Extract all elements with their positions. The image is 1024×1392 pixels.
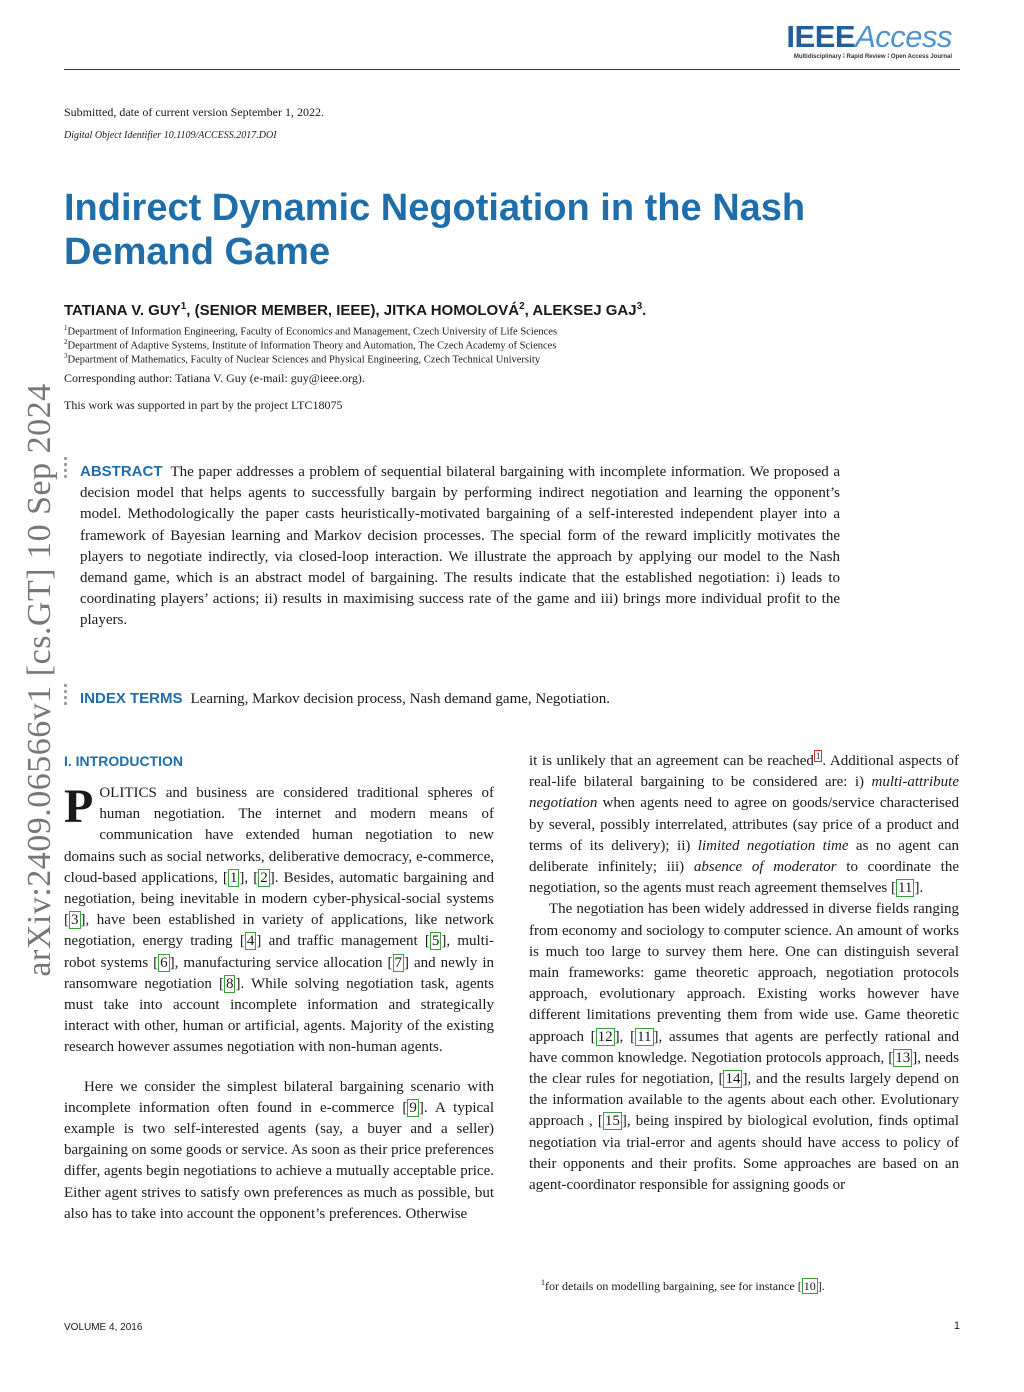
- intro-paragraph: The negotiation has been widely addressed in diverse fields ranging from economy and sociology to computer science. An amount of works is much too large to survey them here. One can distinguish several main frameworks: game theoretic approach, negotiation protocols approach, evolutionary approach. Existing works however have different limitations preventing them from wide use. Game theoretic approach [ 12 ], [ 11 ], assumes that agents are perfectly rational and have common knowledge. Negotiation protocols approach, [ 13 ], needs the clear rules for negotiation, [ 14 ], and the results largely depend on the information available to the agents about each other. Evolutionary approach , [ 15 ], being inspired by biological evolution, finds optimal negotiation via trial-error and agents should have access to policy of their opponents and their profits. Some approaches are based on an agent-coordinator responsible for assigning goods or: [529, 901, 960, 1194]
- affiliation-text: Department of Adaptive Systems, Institute of Information Theory and Automation, The Czech Academy of Sciences: [67, 340, 557, 352]
- abstract-text: The paper addresses a problem of sequential bilateral bargaining with incomplete information. We proposed a decision model that helps agents to successfully bargain by performing indirect negotiation and learning the opponent’s model. Methodologically the paper casts heuristically-motivated bargaining of a self-interested independent player into a framework of Bayesian learning and Markov decision processes. The special form of the reward implicitly motivates the players to negotiate indirectly, via closed-loop interaction. We illustrate the approach by applying our model to the Nash demand game, which is an abstract model of bargaining. The results indicate that the established negotiation: i) leads to coordinating players’ actions; ii) results in maximising success rate of the game and iii) brings more individual profit to the players.: [80, 464, 840, 629]
- volume-footer: VOLUME 4, 2016: [64, 1322, 143, 1333]
- citation-link[interactable]: 12: [597, 1028, 613, 1045]
- index-terms-text: Learning, Markov decision process, Nash demand game, Negotiation.: [190, 691, 610, 707]
- drop-cap: P: [64, 780, 94, 833]
- intro-paragraph: it is unlikely that an agreement can be reached $^1$ . Additional aspects of real-life bilateral bargaining to be considered are: i) multi-attribute negotiation when agents need to agree on goods/service characterised by several, possibly interrelated, attributes (say price of a product and terms of its delivery); ii) limited negotiation time as no agent can deliberate infinitely; iii) absence of moderator to coordinate the negotiation, so the agents must reach agreement themselves [ 11 ].: [529, 751, 960, 897]
- citation-link[interactable]: 4: [246, 933, 255, 950]
- affiliation: [64, 349, 540, 368]
- arxiv-stamp: [14, 360, 66, 1000]
- citation-link[interactable]: 5: [431, 933, 440, 950]
- logo-ieee-text: IEEE: [786, 19, 856, 54]
- author-name: ALEKSEJ GAJ: [532, 302, 637, 319]
- author-name: TATIANA V. GUY: [64, 302, 181, 319]
- abstract: [80, 461, 840, 632]
- footnote-link[interactable]: 1: [815, 751, 821, 761]
- author-affil-mark: 3: [636, 301, 643, 312]
- citation-link[interactable]: 8: [225, 975, 234, 992]
- header-rule: [64, 69, 960, 70]
- section-heading: I. INTRODUCTION: [64, 753, 183, 769]
- author-end: .: [642, 302, 647, 319]
- abstract-heading: ABSTRACT: [80, 463, 163, 480]
- author-list: [64, 301, 646, 319]
- citation-link[interactable]: 15: [604, 1113, 620, 1130]
- affiliation-number: 2: [64, 338, 68, 346]
- intro-paragraph: POLITICS and business are considered traditional spheres of human negotiation. The internet and modern means of communication have extended human negotiation to new domains such as social networks, deliberative democracy, e-commerce, cloud-based applications, [ 1 ], [ 2 ]. Besides, automatic bargaining and negotiation, being inevitable in modern cyber-physical-social systems [ 3 ], have been established in variety of applications, like network negotiation, energy trading [ 4 ] and traffic management [ 5 ], multi-robot systems [ 6 ], manufacturing service allocation [ 7 ] and newly in ransomware negotiation [ 8 ]. While solving negotiation task, agents must take into account incomplete information and strategically interact with other, human or artificial, agents. Majority of the existing research however assumes negotiation with non-human agents.: [64, 780, 494, 1056]
- affiliation-text: Department of Information Engineering, Faculty of Economics and Management, Czech University of Life Sciences: [67, 326, 558, 338]
- index-terms-heading: INDEX TERMS: [80, 690, 183, 707]
- citation-link[interactable]: 6: [160, 954, 168, 971]
- affiliation-number: 1: [64, 324, 68, 332]
- citation-link[interactable]: 1: [229, 869, 238, 886]
- author-affil-mark: 1: [180, 301, 187, 312]
- paper-title: Indirect Dynamic Negotiation in the Nash Demand Game: [64, 187, 806, 273]
- corresponding-author: Corresponding author: Tatiana V. Guy (e-mail: guy@ieee.org).: [64, 371, 365, 385]
- citation-link[interactable]: 11: [637, 1028, 652, 1045]
- citation-link[interactable]: 14: [725, 1071, 741, 1088]
- author-affil-mark: 2: [519, 301, 525, 312]
- page-number: 1: [953, 1320, 960, 1332]
- right-column: [529, 751, 959, 1196]
- citation-link[interactable]: 9: [409, 1099, 417, 1116]
- logo-tagline: Multidisciplinary ⁞ Rapid Review ⁞ Open Access Journal: [793, 54, 952, 60]
- affiliation-number: 3: [64, 352, 68, 360]
- index-terms-marker-icon: [64, 684, 68, 708]
- journal-logo: [786, 20, 952, 60]
- citation-link[interactable]: 11: [897, 880, 913, 897]
- footnote: $^1$for details on modelling bargaining, see for instance [ 10 ].: [541, 1278, 825, 1293]
- citation-link[interactable]: 7: [394, 954, 403, 971]
- citation-link[interactable]: 3: [71, 912, 79, 929]
- footnote-number: 1: [541, 1278, 545, 1287]
- submitted-date: Submitted, date of current version September 1, 2022.: [64, 105, 324, 119]
- logo-access-text: Access: [855, 19, 952, 54]
- author-separator: ,: [524, 302, 533, 319]
- citation-link[interactable]: 10: [803, 1279, 816, 1293]
- funding-note: This work was supported in part by the project LTC18075: [64, 398, 343, 412]
- affiliation-text: Department of Mathematics, Faculty of Nuclear Sciences and Physical Engineering, Czech Technical University: [67, 354, 541, 366]
- left-column: [64, 749, 494, 1225]
- arxiv-id: arXiv:2409.06566v1 [cs.GT] 10 Sep 2024: [21, 383, 58, 977]
- citation-link[interactable]: 2: [260, 869, 268, 886]
- intro-paragraph: Here we consider the simplest bilateral bargaining scenario with incomplete information often found in e-commerce [ 9 ]. A typical example is two self-interested agents (say, a buyer and a seller) bargaining on some goods or service. As soon as their price preferences differ, agents begin negotiations to achieve a mutually acceptable price. Either agent strives to satisfy own preferences as much as possible, but also has to take into account the opponent’s preferences. Otherwise: [64, 1078, 494, 1222]
- abstract-marker-icon: [64, 457, 68, 481]
- citation-link[interactable]: 13: [895, 1049, 911, 1066]
- author-note: , (SENIOR MEMBER, IEEE),: [186, 302, 384, 319]
- doi-line: Digital Object Identifier 10.1109/ACCESS.2017.DOI: [64, 130, 277, 141]
- author-name: JITKA HOMOLOVÁ: [383, 302, 520, 319]
- index-terms: [80, 688, 840, 710]
